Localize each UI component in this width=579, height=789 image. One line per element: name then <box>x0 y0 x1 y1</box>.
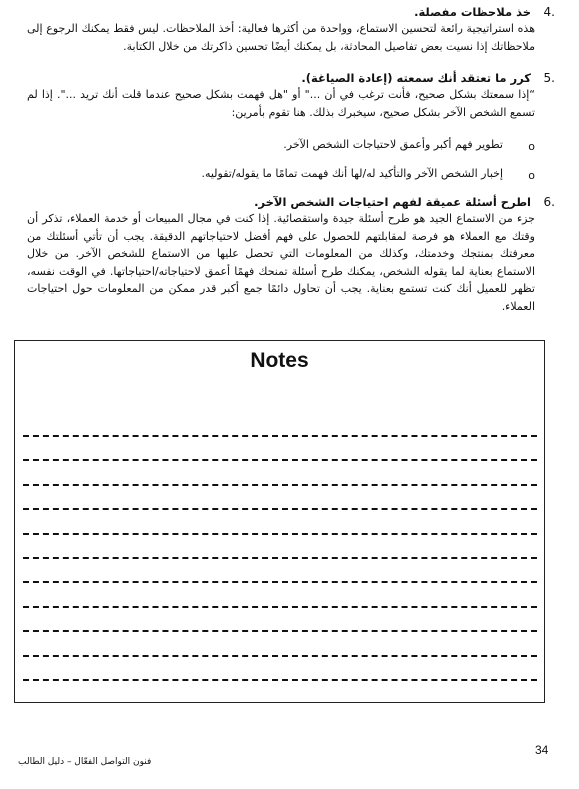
list-item-4 <box>27 4 555 55</box>
item-5-body: “إذا سمعتك بشكل صحيح، فأنت ترغب في أن ..." أو "هل فهمت بشكل صحيح عندما قلت أنك تريد ...". إذا لم تسمع الشخص الآخر بشكل صحيح، سيخبرك بذلك. هنا تقوم بأمرين: <box>27 88 535 119</box>
notes-line <box>23 655 537 657</box>
notes-line <box>23 484 537 486</box>
item-5-heading <box>27 70 555 86</box>
list-item-5 <box>27 70 555 121</box>
notes-line <box>23 459 537 461</box>
notes-box <box>14 340 545 703</box>
item-6-heading-text: اطرح أسئلة عميقة لفهم احتياجات الشخص الآخر. <box>254 195 531 209</box>
item-5-heading-text: كرر ما تعتقد أنك سمعته (إعادة الصياغة). <box>301 71 531 85</box>
notes-line <box>23 508 537 510</box>
item-5-number: 5. <box>543 71 555 85</box>
bullet-1-marker: o <box>528 140 535 153</box>
bullet-2-marker: o <box>528 169 535 182</box>
notes-line <box>23 581 537 583</box>
page-number: 34 <box>535 743 549 757</box>
bullet-2-text: إخبار الشخص الآخر والتأكيد له/لها أنك فهمت تمامًا ما يقوله/تقوليه. <box>201 167 503 180</box>
notes-line <box>23 533 537 535</box>
notes-line <box>23 606 537 608</box>
footer-text: فنون التواصل الفعّال – دليل الطالب <box>18 757 152 767</box>
notes-line <box>23 679 537 681</box>
item-6-body: جزء من الاستماع الجيد هو طرح أسئلة جيدة واستقصائية. إذا كنت في مجال المبيعات أو خدمة العملاء، تذكر أن وقتك مع العملاء هو فرصة لمقابلتهم للحصول على فهم أفضل لاحتياجاتهم الدقيقة. يجب أن تأتي أسئلتك من معرفتك بمنتجك وخدمتك، وكذلك من المعلومات التي تحصل عليها من الاستماع للشخص الآخر. من خلال الاستماع بعناية لما يقوله الشخص، يمكنك طرح أسئلة تمنحك فهمًا أعمق لاحتياجاته/احتياجاتها. في الوقت نفسه، تظهر للعميل أنك كنت تستمع بعناية. يجب أن تحاول دائمًا جمع أكبر قدر ممكن من المعلومات حول احتياجات العملاء. <box>27 212 535 313</box>
notes-line <box>23 435 537 437</box>
item-6-number: 6. <box>543 195 555 209</box>
notes-title: Notes <box>250 349 309 372</box>
notes-line <box>23 557 537 559</box>
item-4-heading <box>27 4 555 20</box>
item-6-heading <box>27 194 555 210</box>
item-4-heading-text: خذ ملاحظات مفصلة. <box>414 5 531 19</box>
notes-line <box>23 630 537 632</box>
bullet-1-text: تطوير فهم أكبر وأعمق لاحتياجات الشخص الآخر. <box>283 138 503 151</box>
list-item-6 <box>27 194 555 315</box>
item-4-number: 4. <box>543 5 555 19</box>
item-4-body: هذه استراتيجية رائعة لتحسين الاستماع، وواحدة من أكثرها فعالية: أخذ الملاحظات. ليس فقط يمكنك الرجوع إلى ملاحظاتك إذا نسيت بعض تفاصيل المحادثة، بل يمكنك أيضًا تحسين ذاكرتك من خلال الكتابة. <box>27 22 535 53</box>
